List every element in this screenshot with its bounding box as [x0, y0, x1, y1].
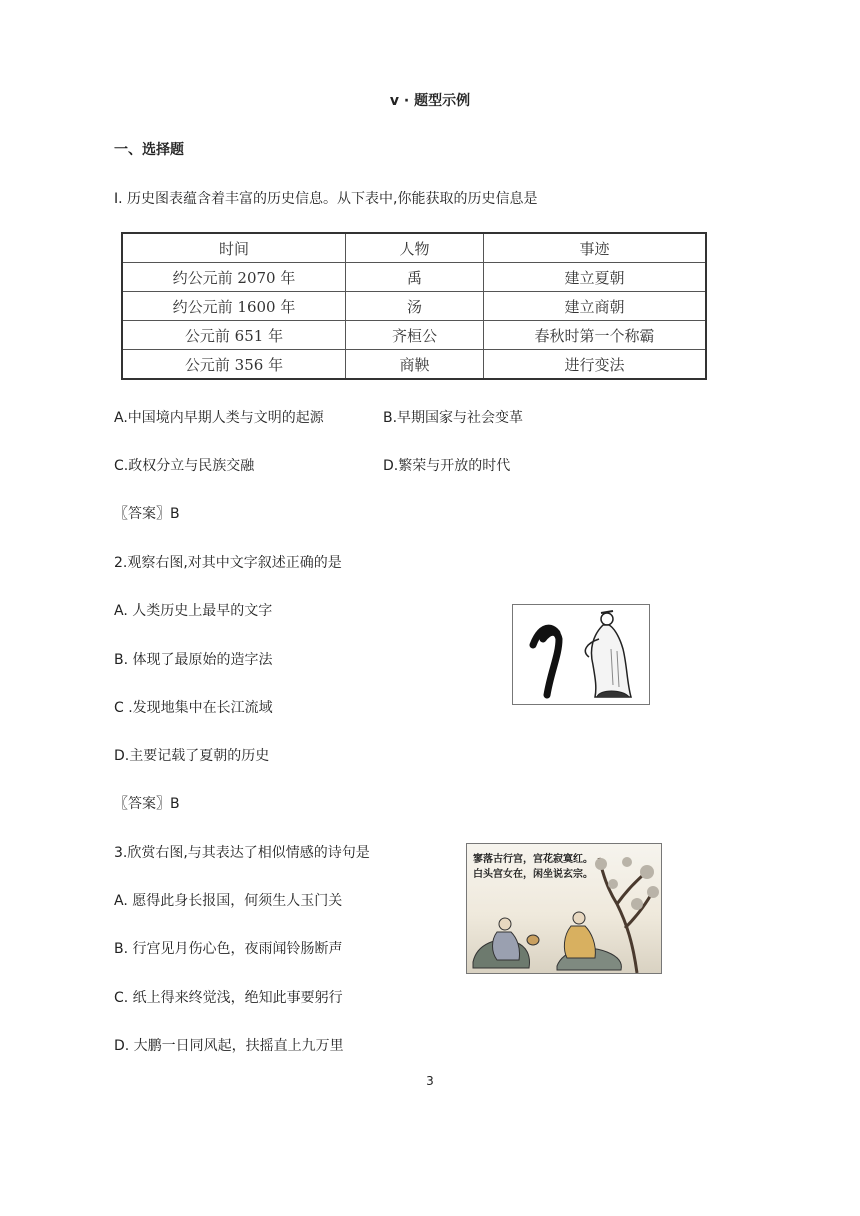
question-3-stem: 3.欣赏右图,与其表达了相似情感的诗句是: [114, 845, 370, 861]
history-table: [121, 232, 707, 380]
question-3-option-b: B. 行宫见月伤心色，夜雨闻铃肠断声: [114, 941, 343, 957]
section-heading: 一、选择题: [114, 142, 184, 158]
table-cell: 约公元前 2070 年: [122, 263, 346, 292]
question-2-stem: 2.观察右图,对其中文字叙述正确的是: [114, 555, 342, 571]
table-cell: 进行变法: [484, 350, 707, 380]
oracle-bone-character-illustration: [513, 605, 649, 704]
question-1-option-b: B.早期国家与社会变革: [383, 410, 524, 426]
table-cell: 齐桓公: [346, 321, 484, 350]
column-header-time: 时间: [122, 233, 346, 263]
table-row: [122, 321, 706, 350]
page-title: v · 题型示例: [389, 93, 471, 109]
table-header-row: [122, 233, 706, 263]
question-2-option-a: A. 人类历史上最早的文字: [114, 603, 273, 619]
table-cell: 春秋时第一个称霸: [484, 321, 707, 350]
question-2-option-d: D.主要记载了夏朝的历史: [114, 748, 270, 764]
oracle-bone-character-figure: [512, 604, 650, 705]
question-3-option-c: C. 纸上得来终觉浅，绝知此事要躬行: [114, 990, 343, 1006]
question-2-answer: 〖答案〗B: [114, 796, 180, 812]
table-row: [122, 292, 706, 321]
poem-inscription: [473, 852, 593, 882]
question-2-option-c: C .发现地集中在长江流域: [114, 700, 273, 716]
question-1-stem: I. 历史图表蕴含着丰富的历史信息。从下表中,你能获取的历史信息是: [114, 191, 538, 207]
question-1-option-c: C.政权分立与民族交融: [114, 458, 255, 474]
column-header-person: 人物: [346, 233, 484, 263]
table-row: [122, 350, 706, 380]
palace-maids-painting: [466, 843, 662, 974]
poem-line: 白头宫女在，闲坐说玄宗。: [473, 869, 593, 880]
table-cell: 建立夏朝: [484, 263, 707, 292]
table-cell: 禹: [346, 263, 484, 292]
table-cell: 公元前 651 年: [122, 321, 346, 350]
question-1-option-a: A.中国境内早期人类与文明的起源: [114, 410, 324, 426]
table-cell: 公元前 356 年: [122, 350, 346, 380]
question-2-option-b: B. 体现了最原始的造字法: [114, 652, 273, 668]
table-cell: 建立商朝: [484, 292, 707, 321]
poem-line: 寥落古行宫，宫花寂寞红。: [473, 854, 593, 865]
table-cell: 商鞅: [346, 350, 484, 380]
column-header-deed: 事迹: [484, 233, 707, 263]
page-number: 3: [426, 1074, 434, 1088]
question-3-option-a: A. 愿得此身长报国，何须生人玉门关: [114, 893, 343, 909]
question-1-answer: 〖答案〗B: [114, 506, 180, 522]
question-1-option-d: D.繁荣与开放的时代: [383, 458, 511, 474]
table-cell: 汤: [346, 292, 484, 321]
question-3-option-d: D. 大鹏一日同风起，扶摇直上九万里: [114, 1038, 344, 1054]
table-row: [122, 263, 706, 292]
table-cell: 约公元前 1600 年: [122, 292, 346, 321]
